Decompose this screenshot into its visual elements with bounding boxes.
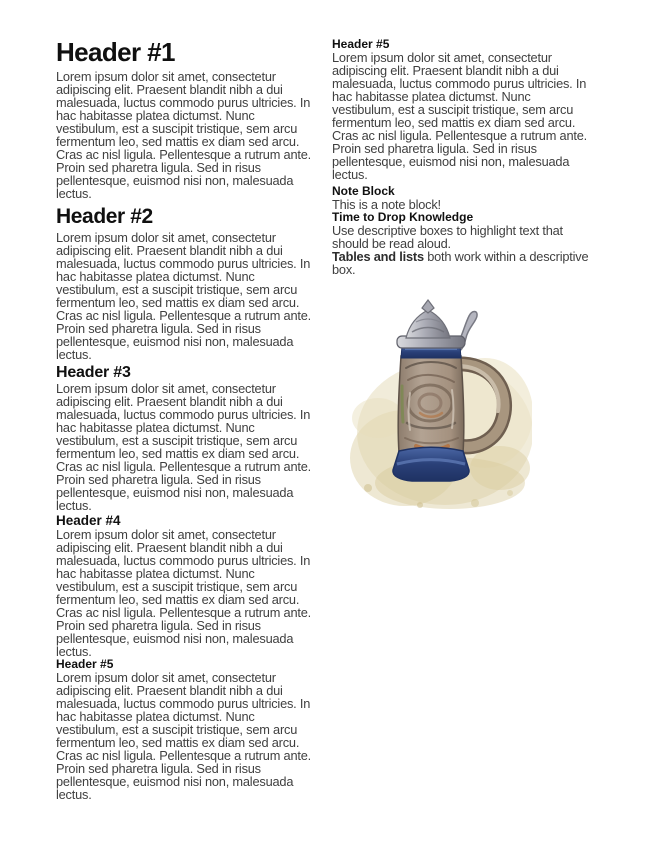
paragraph: Lorem ipsum dolor sit amet, consectetur adipiscing elit. Praesent blandit nibh a dui malesuada, luctus commodo purus ultricies. In hac habitasse platea dictumst. Nunc vestibulum, est a suscipit tristique, sem arcu fermentum leo, sed mattis ex diam sed arcu. Cras ac nisl ligula. Pellentesque a rutrum ante. Proin sed pharetra ligula. Sed in risus pellentesque, euismod nisi non, malesuada lectus. (332, 50, 588, 182)
knowledge-title: Time to Drop Knowledge (332, 210, 474, 224)
emphasis-bold-lead: Tables and lists (332, 249, 424, 264)
note-block-body: This is a note block! (332, 197, 441, 212)
stein-finial (422, 300, 434, 313)
header-2: Header #2 (56, 205, 153, 228)
header-4: Header #4 (56, 513, 121, 528)
paragraph: Lorem ipsum dolor sit amet, consectetur adipiscing elit. Praesent blandit nibh a dui malesuada, luctus commodo purus ultricies. In hac habitasse platea dictumst. Nunc vestibulum, est a suscipit tristique, sem arcu fermentum leo, sed mattis ex diam sed arcu. Cras ac nisl ligula. Pellentesque a rutrum ante. Proin sed pharetra ligula. Sed in risus pellentesque, euismod nisi non, malesuada lectus. (56, 381, 312, 513)
header-1: Header #1 (56, 37, 175, 67)
stein-lid (406, 310, 450, 338)
paragraph: Lorem ipsum dolor sit amet, consectetur adipiscing elit. Praesent blandit nibh a dui malesuada, luctus commodo purus ultricies. In hac habitasse platea dictumst. Nunc vestibulum, est a suscipit tristique, sem arcu fermentum leo, sed mattis ex diam sed arcu. Cras ac nisl ligula. Pellentesque a rutrum ante. Proin sed pharetra ligula. Sed in risus pellentesque, euismod nisi non, malesuada lectus. (56, 230, 312, 362)
paragraph: Lorem ipsum dolor sit amet, consectetur adipiscing elit. Praesent blandit nibh a dui malesuada, luctus commodo purus ultricies. In hac habitasse platea dictumst. Nunc vestibulum, est a suscipit tristique, sem arcu fermentum leo, sed mattis ex diam sed arcu. Cras ac nisl ligula. Pellentesque a rutrum ante. Proin sed pharetra ligula. Sed in risus pellentesque, euismod nisi non, malesuada lectus. (56, 670, 312, 802)
header-5-right: Header #5 (332, 37, 390, 51)
beer-stein-illustration (350, 298, 532, 514)
right-column (332, 38, 594, 514)
emphasis-paragraph (332, 250, 594, 276)
note-block-title: Note Block (332, 184, 395, 198)
header-3: Header #3 (56, 364, 131, 381)
knowledge-body: Use descriptive boxes to highlight text that should be read aloud. (332, 223, 563, 251)
header-5-left: Header #5 (56, 657, 114, 671)
emphasis-rest: both work within a descriptive box. (332, 249, 589, 277)
stein-foot (393, 447, 469, 481)
paragraph: Lorem ipsum dolor sit amet, consectetur adipiscing elit. Praesent blandit nibh a dui malesuada, luctus commodo purus ultricies. In hac habitasse platea dictumst. Nunc vestibulum, est a suscipit tristique, sem arcu fermentum leo, sed mattis ex diam sed arcu. Cras ac nisl ligula. Pellentesque a rutrum ante. Proin sed pharetra ligula. Sed in risus pellentesque, euismod nisi non, malesuada lectus. (56, 527, 312, 659)
paragraph: Lorem ipsum dolor sit amet, consectetur adipiscing elit. Praesent blandit nibh a dui malesuada, luctus commodo purus ultricies. In hac habitasse platea dictumst. Nunc vestibulum, est a suscipit tristique, sem arcu fermentum leo, sed mattis ex diam sed arcu. Cras ac nisl ligula. Pellentesque a rutrum ante. Proin sed pharetra ligula. Sed in risus pellentesque, euismod nisi non, malesuada lectus. (56, 69, 312, 201)
left-column (56, 38, 314, 801)
